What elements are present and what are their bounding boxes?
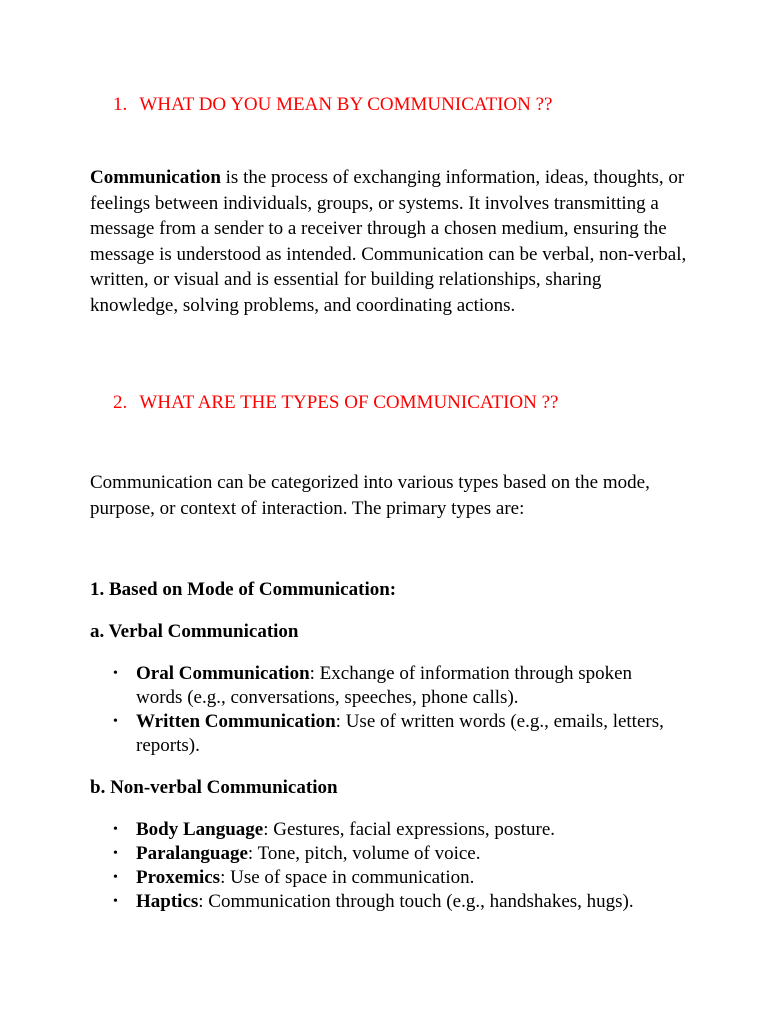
list-item-term: Oral Communication <box>136 663 310 684</box>
list-item <box>0 890 676 914</box>
list-item <box>0 842 676 866</box>
list-item-text: : Use of written words (e.g., emails, letters, reports). <box>136 711 664 756</box>
list-item <box>0 818 676 842</box>
list-item-term: Haptics <box>136 891 199 912</box>
bullet-icon: • <box>113 870 118 885</box>
list-item-term: Paralanguage <box>136 843 248 864</box>
nonverbal-communication-list <box>0 818 768 914</box>
section-mode-heading: 1. Based on Mode of Communication: <box>90 579 397 600</box>
list-item <box>0 662 676 710</box>
list-item-text: : Communication through touch (e.g., handshakes, hugs). <box>198 891 634 912</box>
bullet-icon: • <box>113 714 118 729</box>
list-item <box>0 866 676 890</box>
question-1-text: WHAT DO YOU MEAN BY COMMUNICATION ?? <box>139 94 553 115</box>
list-item-text: : Tone, pitch, volume of voice. <box>247 843 481 864</box>
communication-definition-text: is the process of exchanging information, ideas, thoughts, or feelings between individuals, groups, or systems. It involves transmitting a message from a sender to a receiver through a chosen medium, ensuring the message is understood as intended. Communication can be verbal, non-verbal, written, or visual and is essential for building relationships, sharing knowledge, solving problems, and coordinating actions. <box>90 167 687 316</box>
verbal-communication-heading: a. Verbal Communication <box>90 621 299 642</box>
list-item-term: Written Communication <box>136 711 336 732</box>
types-intro-text: Communication can be categorized into various types based on the mode, purpose, or context of interaction. The primary types are: <box>90 472 650 519</box>
types-intro-paragraph <box>90 470 690 521</box>
list-item <box>0 710 676 758</box>
bullet-icon: • <box>113 894 118 909</box>
question-2-number: 2. <box>113 392 128 413</box>
list-item-term: Proxemics <box>136 867 221 888</box>
question-1-number: 1. <box>113 94 128 115</box>
list-item-text: : Exchange of information through spoken words (e.g., conversations, speeches, phone calls). <box>136 663 633 708</box>
bullet-icon: • <box>113 846 118 861</box>
communication-definition-paragraph <box>90 165 690 319</box>
list-item-text: : Use of space in communication. <box>220 867 475 888</box>
bullet-icon: • <box>113 666 118 681</box>
list-item-text: : Gestures, facial expressions, posture. <box>263 819 556 840</box>
verbal-communication-list <box>0 662 768 758</box>
list-item-term: Body Language <box>136 819 264 840</box>
question-2-text: WHAT ARE THE TYPES OF COMMUNICATION ?? <box>139 392 559 413</box>
bullet-icon: • <box>113 822 118 837</box>
question-2-heading <box>113 392 559 414</box>
question-1-heading <box>113 94 552 116</box>
nonverbal-communication-heading: b. Non-verbal Communication <box>90 777 338 798</box>
communication-term: Communication <box>90 167 221 188</box>
